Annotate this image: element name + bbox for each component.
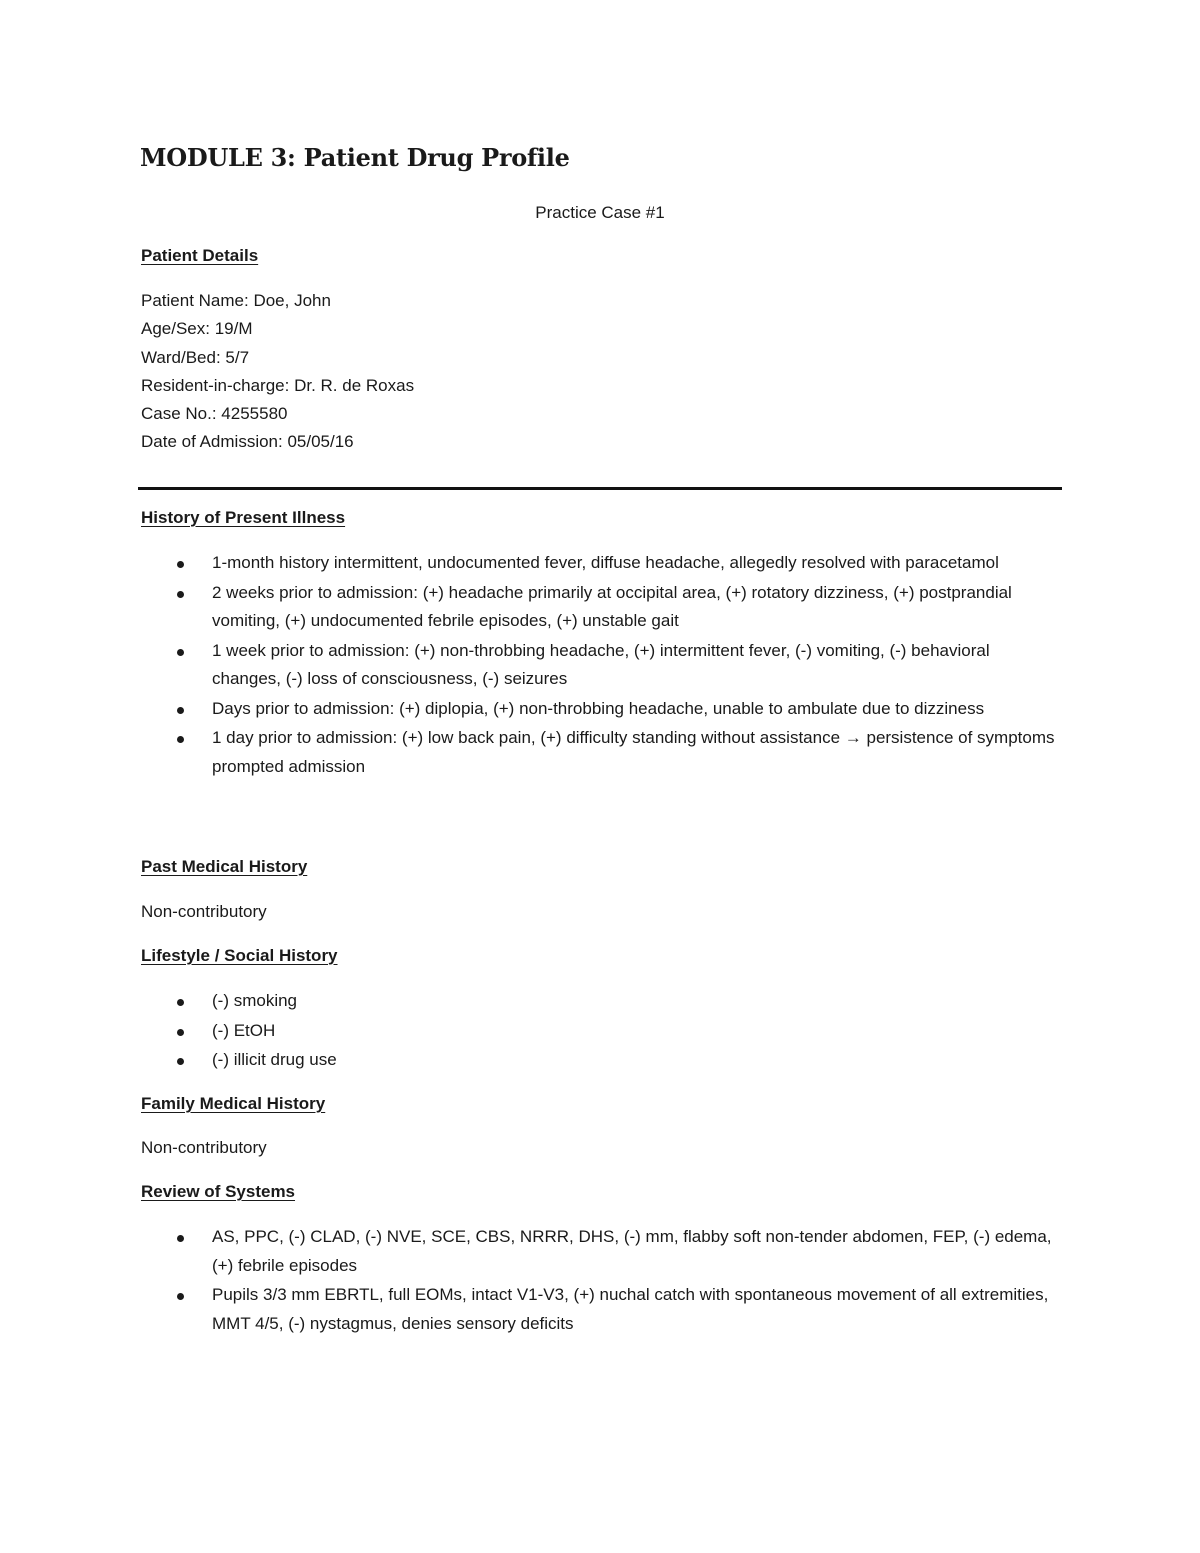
list-item	[0, 1281, 1062, 1338]
list-item-text: 1 day prior to admission: (+) low back pain, (+) difficulty standing without assistance → persistence of symptoms prompted admission	[212, 728, 1055, 776]
past-medical-history-heading: Past Medical History	[141, 857, 308, 876]
bullet-icon	[177, 561, 184, 568]
bullet-icon	[177, 591, 184, 598]
list-item-text: (-) smoking	[212, 991, 298, 1010]
list-item-text: (-) EtOH	[212, 1020, 276, 1040]
list-item	[0, 1017, 1062, 1046]
bullet-icon	[177, 707, 184, 714]
family-medical-history-heading: Family Medical History	[141, 1094, 326, 1113]
age-sex-line: Age/Sex: 19/M	[141, 319, 253, 339]
list-item-text: 2 weeks prior to admission: (+) headache primarily at occipital area, (+) rotatory dizziness, (+) postprandial vomiting, (+) undocumented febrile episodes, (+) unstable gait	[212, 582, 1012, 630]
list-item	[0, 1046, 1062, 1075]
list-item	[0, 695, 1062, 724]
list-item	[0, 724, 1062, 781]
ward-bed-line: Ward/Bed: 5/7	[141, 347, 250, 367]
lifestyle-social-history-heading: Lifestyle / Social History	[141, 946, 338, 965]
patient-details-heading: Patient Details	[141, 246, 259, 265]
list-item-text: 1-month history intermittent, undocumented fever, diffuse headache, allegedly resolved with paracetamol	[212, 553, 999, 572]
bullet-icon	[177, 649, 184, 656]
patient-name-line: Patient Name: Doe, John	[141, 291, 331, 310]
review-of-systems-list	[0, 1223, 1062, 1339]
list-item	[0, 987, 1062, 1016]
bullet-icon	[177, 1235, 184, 1242]
lifestyle-social-history-list	[0, 987, 1062, 1076]
list-item-text: Pupils 3/3 mm EBRTL, full EOMs, intact V1-V3, (+) nuchal catch with spontaneous movement of all extremities, MMT 4/5, (-) nystagmus, denies sensory deficits	[212, 1285, 1049, 1333]
bullet-icon	[177, 1029, 184, 1036]
bullet-icon	[177, 1058, 184, 1065]
list-item-text: 1 week prior to admission: (+) non-throbbing headache, (+) intermittent fever, (-) vomiting, (-) behavioral changes, (-) loss of consciousness, (-) seizures	[212, 640, 990, 688]
list-item-text: AS, PPC, (-) CLAD, (-) NVE, SCE, CBS, NRRR, DHS, (-) mm, flabby soft non-tender abdomen, FEP, (-) edema, (+) febrile episodes	[212, 1227, 1052, 1275]
list-item	[0, 549, 1062, 578]
bullet-icon	[177, 1293, 184, 1300]
section-divider	[138, 487, 1062, 490]
date-of-admission-line: Date of Admission: 05/05/16	[141, 432, 354, 452]
history-present-illness-heading: History of Present Illness	[141, 508, 346, 527]
practice-case-subtitle: Practice Case #1	[535, 203, 665, 222]
list-item	[0, 637, 1062, 694]
family-medical-history-text: Non-contributory	[141, 1138, 267, 1157]
case-number-line: Case No.: 4255580	[141, 404, 288, 424]
patient-details-list	[141, 287, 414, 457]
review-of-systems-heading: Review of Systems	[141, 1182, 296, 1201]
bullet-icon	[177, 736, 184, 743]
list-item-text: (-) illicit drug use	[212, 1050, 337, 1069]
list-item	[0, 579, 1062, 636]
past-medical-history-text: Non-contributory	[141, 902, 267, 921]
document-title: MODULE 3: Patient Drug Profile	[140, 143, 570, 172]
bullet-icon	[177, 999, 184, 1006]
list-item-text: Days prior to admission: (+) diplopia, (+) non-throbbing headache, unable to ambulate due to dizziness	[212, 698, 985, 718]
resident-in-charge-line: Resident-in-charge: Dr. R. de Roxas	[141, 375, 415, 395]
list-item	[0, 1223, 1062, 1280]
history-present-illness-list	[0, 549, 1062, 782]
